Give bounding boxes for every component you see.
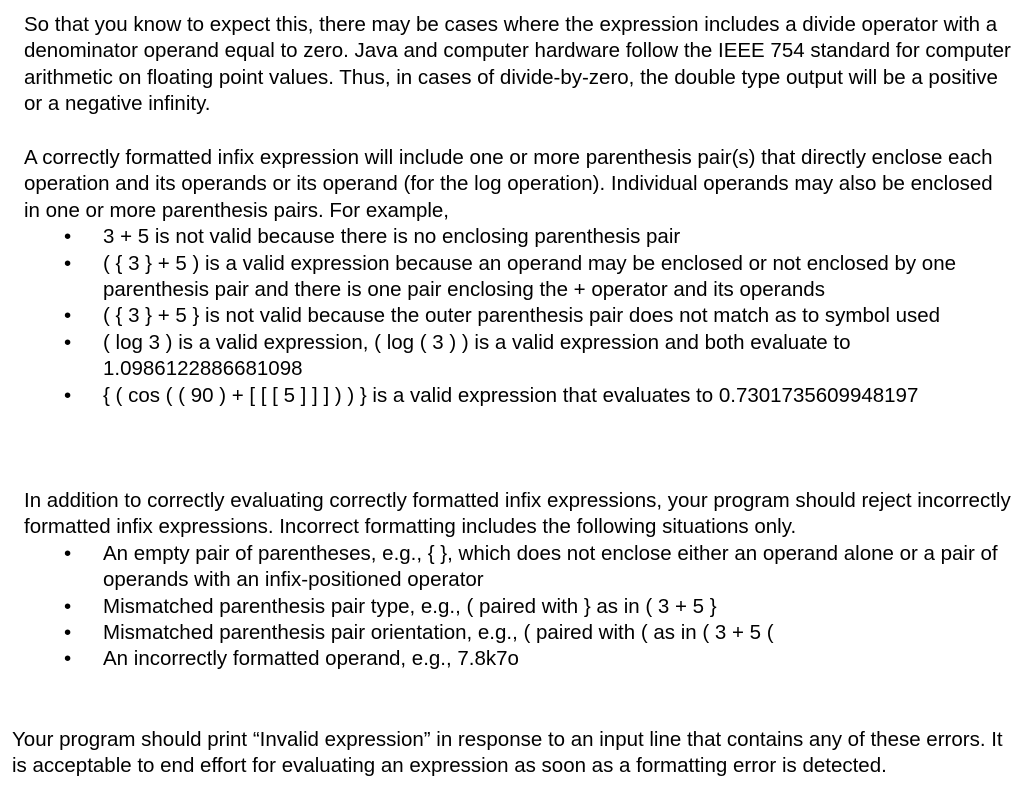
list-item-text: ( { 3 } + 5 ) is a valid expression because an operand may be enclosed or not enclosed by one parenthesis pair and there is one pair enclosing the + operator and its operands bbox=[103, 251, 957, 302]
list-item bbox=[24, 330, 1014, 383]
list-item bbox=[24, 383, 1014, 409]
list-item bbox=[24, 303, 1014, 329]
bullet-icon: • bbox=[64, 383, 72, 407]
list-item bbox=[24, 251, 1014, 304]
valid-format-intro: A correctly formatted infix expression will include one or more parenthesis pair(s) that directly enclose each operation and its operands or its operand (for the log operation). Individual operands may also be enclosed in one or more parenthesis pairs. For example, bbox=[24, 146, 993, 222]
paragraph-divide-by-zero: So that you know to expect this, there may be cases where the expression includes a divide operator with a denominator operand equal to zero. Java and computer hardware follow the IEEE 754 standard for computer arithmetic on floating point values. Thus, in cases of divide-by-zero, the double type output will be a positive or a negative infinity. bbox=[24, 13, 1011, 116]
list-item-text: ( log 3 ) is a valid expression, ( log ( 3 ) ) is a valid expression and both evaluate to 1.0986122886681098 bbox=[103, 330, 851, 381]
list-item bbox=[24, 541, 1014, 594]
list-item bbox=[24, 594, 1014, 620]
bullet-icon: • bbox=[64, 621, 72, 645]
list-item-text: 3 + 5 is not valid because there is no enclosing parenthesis pair bbox=[103, 225, 681, 249]
bullet-icon: • bbox=[64, 304, 72, 328]
list-item-text: An empty pair of parentheses, e.g., { }, which does not enclose either an operand alone or a pair of operands with an infix-positioned operator bbox=[103, 541, 998, 592]
list-item bbox=[24, 224, 1014, 250]
section-valid-format bbox=[24, 145, 1014, 409]
bullet-icon: • bbox=[64, 330, 72, 354]
list-item-text: An incorrectly formatted operand, e.g., 7.8k7o bbox=[103, 647, 519, 671]
section-invalid-format bbox=[24, 488, 1014, 673]
bullet-icon: • bbox=[64, 225, 72, 249]
valid-examples-list bbox=[24, 224, 1014, 409]
list-item-text: ( { 3 } + 5 } is not valid because the outer parenthesis pair does not match as to symbol used bbox=[103, 304, 941, 328]
list-item-text: { ( cos ( ( 90 ) + [ [ [ 5 ] ] ] ) ) } is a valid expression that evaluates to 0.7301735609948197 bbox=[103, 383, 919, 407]
list-item bbox=[24, 620, 1014, 646]
error-cases-list bbox=[24, 541, 1014, 673]
paragraph-invalid-output: Your program should print “Invalid expression” in response to an input line that contains any of these errors. It is acceptable to end effort for evaluating an expression as soon as a formatting error is detected. bbox=[12, 728, 1003, 778]
invalid-format-intro: In addition to correctly evaluating correctly formatted infix expressions, your program should reject incorrectly formatted infix expressions. Incorrect formatting includes the following situations only. bbox=[24, 489, 1011, 539]
bullet-icon: • bbox=[64, 594, 72, 618]
bullet-icon: • bbox=[64, 541, 72, 565]
list-item bbox=[24, 646, 1014, 672]
list-item-text: Mismatched parenthesis pair type, e.g., ( paired with } as in ( 3 + 5 } bbox=[103, 594, 717, 618]
list-item-text: Mismatched parenthesis pair orientation, e.g., ( paired with ( as in ( 3 + 5 ( bbox=[103, 621, 774, 645]
bullet-icon: • bbox=[64, 251, 72, 275]
bullet-icon: • bbox=[64, 647, 72, 671]
